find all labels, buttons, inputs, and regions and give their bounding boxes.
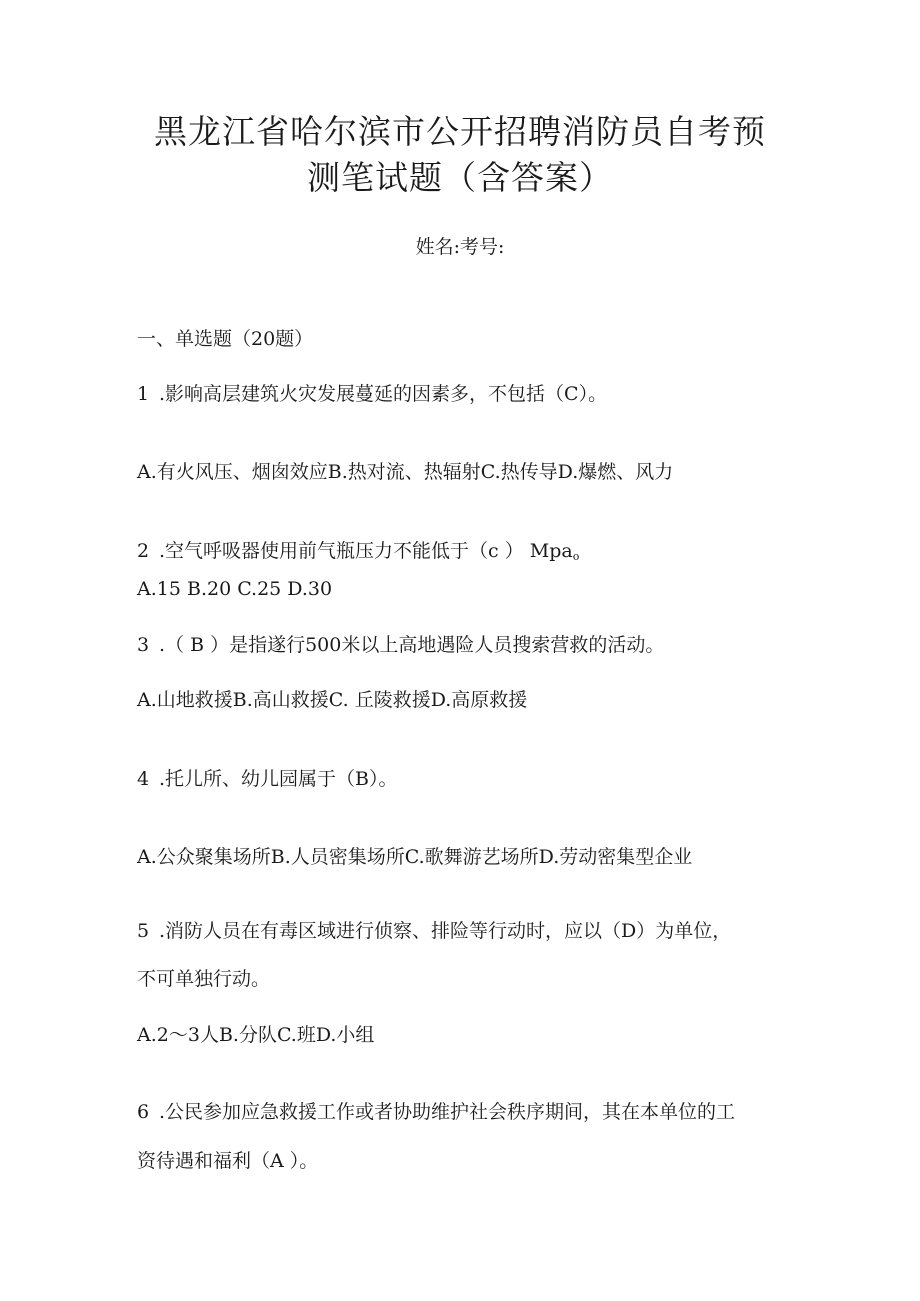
question-3-stem [137, 632, 664, 658]
question-number: 3 [137, 634, 150, 656]
question-text: .空气呼吸器使用前气瓶压力不能低于（c ） Mpa [159, 540, 573, 562]
question-1-stem [137, 381, 607, 407]
question-text: .消防人员在有毒区域进行侦察、排险等行动时，应以（D）为单位， [159, 920, 732, 942]
question-2-options: A.15 B.20 C.25 D.30 [137, 578, 333, 600]
name-exam-number-field: 姓名:考号: [415, 236, 505, 258]
question-4-options: A.公众聚集场所B.人员密集场所C.歌舞游艺场所D.劳动密集型企业 [137, 846, 693, 868]
question-6-stem [137, 1099, 735, 1125]
question-3-options: A.山地救援B.高山救援C. 丘陵救援D.高原救援 [137, 689, 528, 711]
unit-suffix: o [572, 550, 580, 563]
question-text: .公民参加应急救援工作或者协助维护社会秩序期间，其在本单位的工 [159, 1101, 736, 1123]
question-4-stem [137, 766, 398, 792]
question-text: .托儿所、幼儿园属于（B）。 [159, 768, 398, 790]
question-number: 4 [137, 768, 150, 790]
question-5-options: A.2～3人B.分队C.班D.小组 [137, 1024, 375, 1046]
question-2-stem [137, 538, 579, 570]
question-number: 1 [137, 383, 150, 405]
question-number: 5 [137, 920, 150, 942]
question-5-stem [137, 918, 731, 944]
document-title-line-2: 测笔试题（含答案） [307, 158, 613, 197]
question-6-stem-continued: 资待遇和福利（A ）。 [137, 1150, 319, 1172]
question-5-stem-continued: 不可单独行动。 [137, 968, 271, 990]
question-text: .（ B ）是指遂行500米以上高地遇险人员搜索营救的活动。 [159, 634, 665, 656]
question-number: 2 [137, 540, 150, 562]
question-1-options: A.有火风压、烟囱效应B.热对流、热辐射C.热传导D.爆燃、风力 [137, 461, 674, 483]
question-number: 6 [137, 1101, 150, 1123]
question-text: .影响高层建筑火灾发展蔓延的因素多，不包括（C）。 [159, 383, 608, 405]
document-title-line-1: 黑龙江省哈尔滨市公开招聘消防员自考预 [154, 112, 766, 151]
section-heading: 一、单选题（20题） [137, 328, 314, 350]
